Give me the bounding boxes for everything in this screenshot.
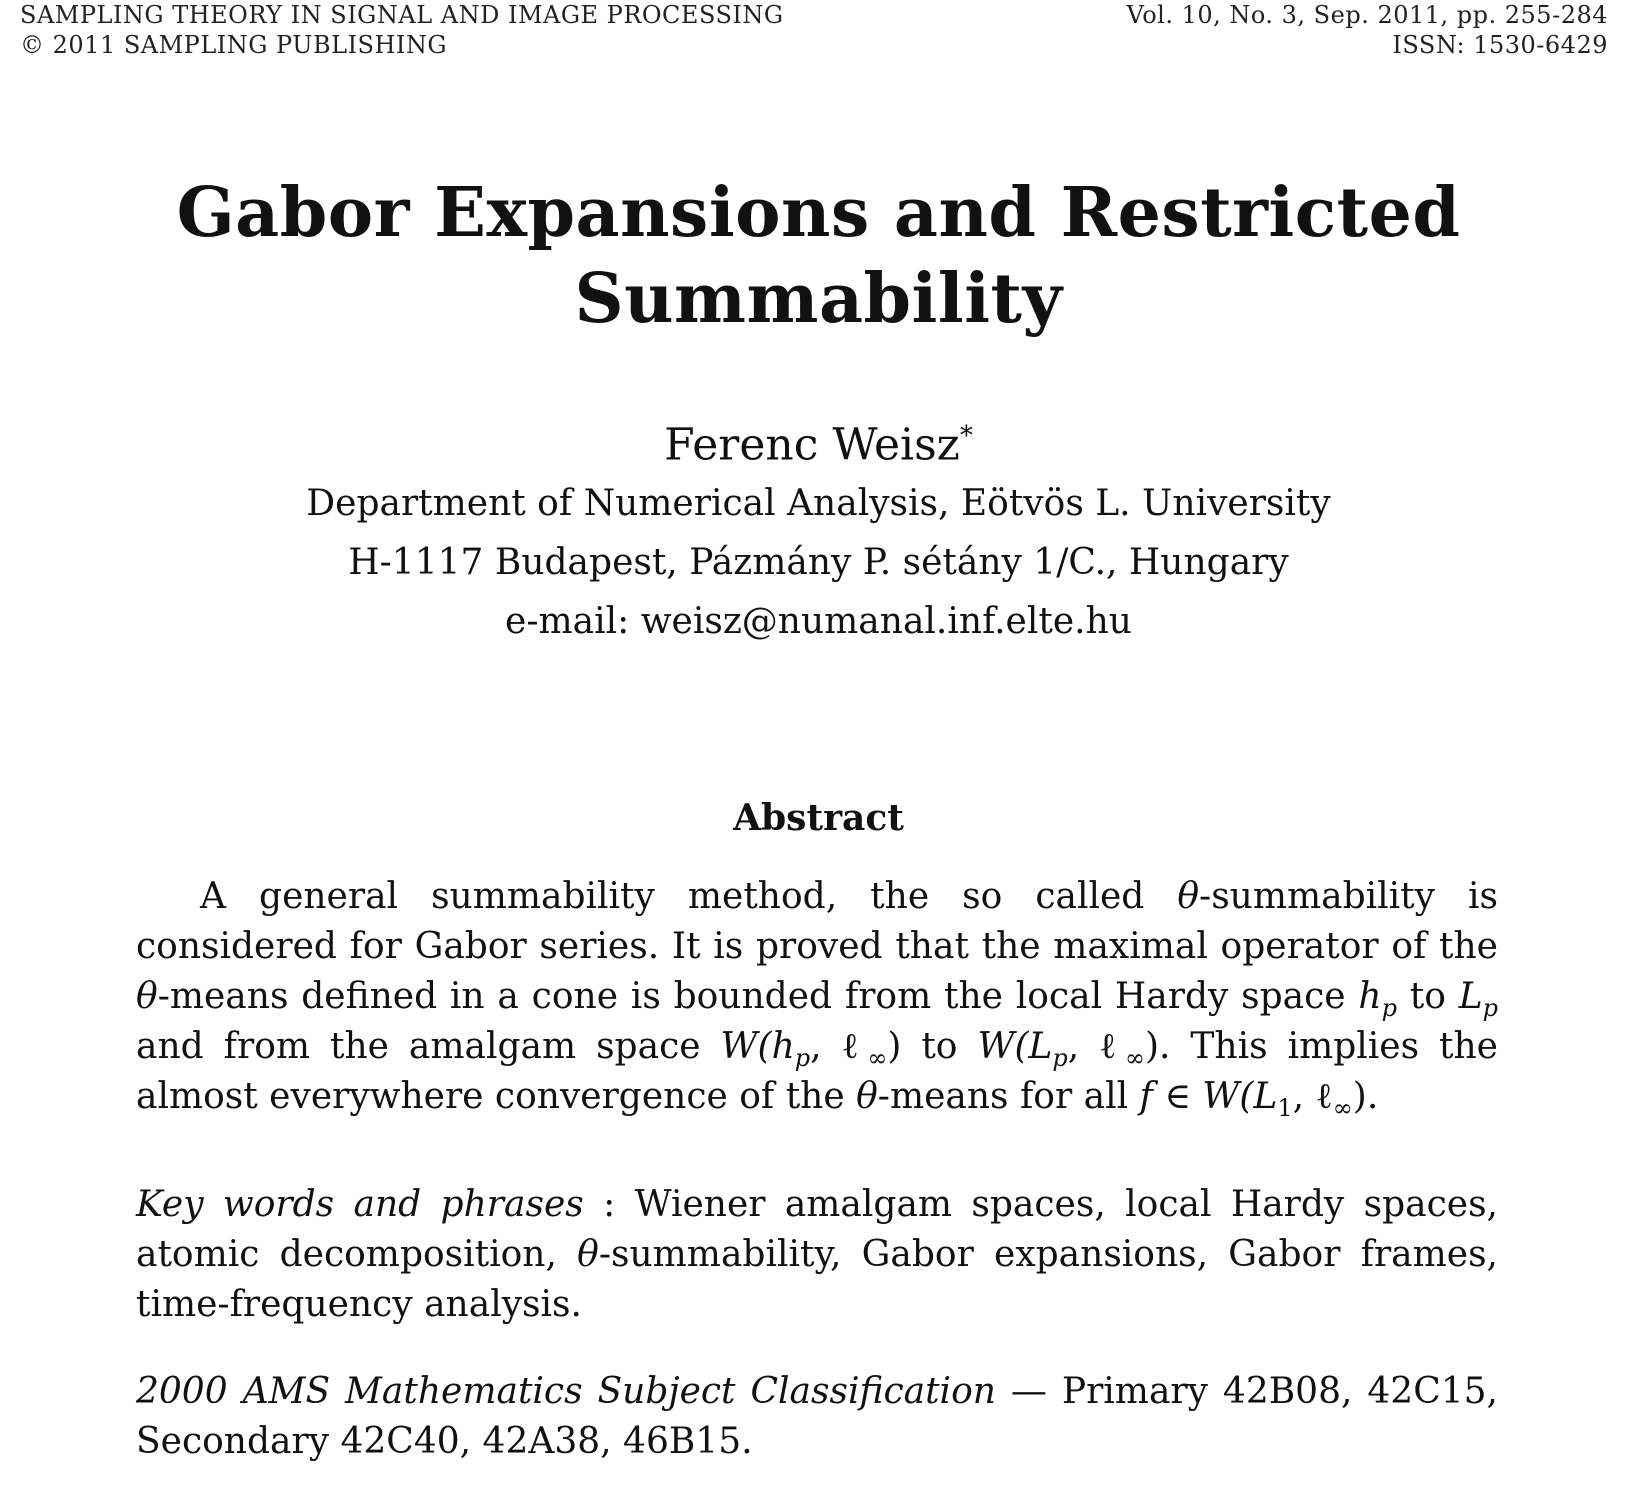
journal-name: SAMPLING THEORY IN SIGNAL AND IMAGE PROCESSING bbox=[20, 1, 784, 29]
abstract-text: A general summability method, the so called θ-summability is considered for Gabor series. It is proved that the maximal operator of the θ-means defined in a cone is bounded from the local Hardy space $h_p$ to $L_p$ and from the amalgam space $W(h_p$, ℓ$_\infty$) to $W(L_p$, ℓ$_\infty$). This implies the almost everywhere convergence of the θ-means for all f ∈ $W(L_1$, ℓ$_\infty$). bbox=[136, 876, 1498, 1123]
footnote-marker: * bbox=[959, 421, 973, 451]
title-line-1: Gabor Expansions and Restricted bbox=[176, 173, 1461, 253]
author-block bbox=[0, 408, 1637, 651]
email: e-mail: weisz@numanal.inf.elte.hu bbox=[505, 600, 1132, 642]
title-line-2: Summability bbox=[574, 259, 1063, 339]
keywords-label: Key words and phrases bbox=[136, 1184, 584, 1225]
department: Department of Numerical Analysis, Eötvös L. University bbox=[306, 482, 1331, 524]
address: H-1117 Budapest, Pázmány P. sétány 1/C., Hungary bbox=[348, 541, 1289, 583]
journal-header-left bbox=[20, 0, 784, 60]
ams-classification: 2000 AMS Mathematics Subject Classification — Primary 42B08, 42C15, Secondary 42C40, 42A38, 46B15. bbox=[136, 1371, 1498, 1462]
ams-label: 2000 AMS Mathematics Subject Classification bbox=[136, 1371, 996, 1412]
journal-header-right bbox=[1127, 0, 1608, 60]
paper-title bbox=[0, 170, 1637, 342]
publisher-line: © 2011 SAMPLING PUBLISHING bbox=[20, 31, 448, 59]
volume-info: Vol. 10, No. 3, Sep. 2011, pp. 255-284 bbox=[1126, 1, 1608, 29]
abstract-heading: Abstract bbox=[733, 797, 904, 839]
keywords: Key words and phrases : Wiener amalgam spaces, local Hardy spaces, atomic decomposition, θ-summability, Gabor expansions, Gabor frames, time-frequency analysis. bbox=[136, 1184, 1499, 1325]
author-name: Ferenc Weisz* bbox=[664, 419, 973, 471]
issn: ISSN: 1530-6429 bbox=[1392, 31, 1608, 59]
